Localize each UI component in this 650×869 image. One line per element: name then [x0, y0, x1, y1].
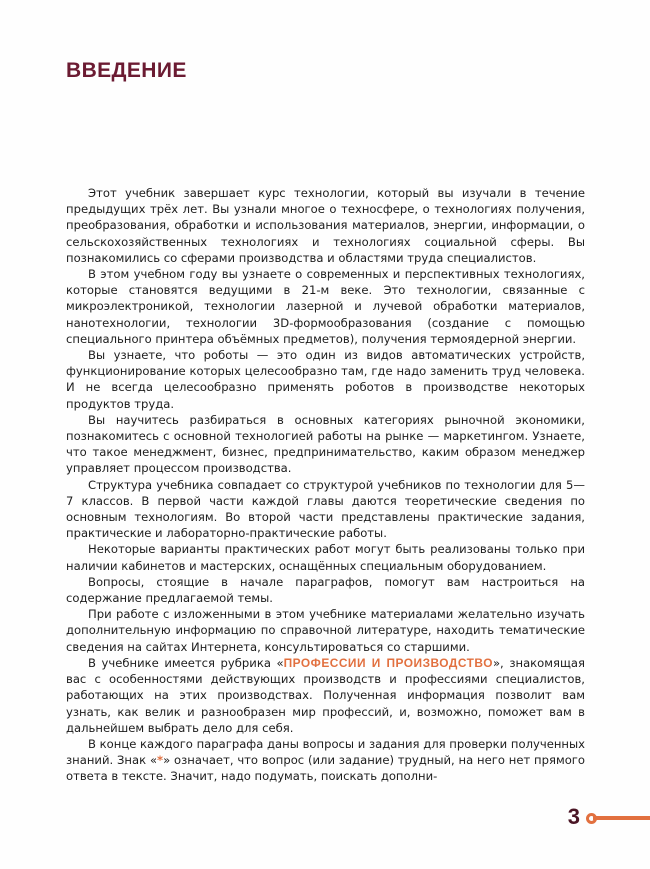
paragraph-star-note: [66, 736, 585, 785]
paragraph-rubric: [66, 655, 585, 736]
star-note-text-after: » означает, что вопрос (или задание) трудный, на него нет прямого ответа в тексте. Значит, надо подумать, поискать дополни-: [66, 753, 585, 784]
body-text-block: [66, 185, 585, 785]
paragraph-5: Структура учебника совпадает со структурой учебников по технологии для 5—7 классов. В первой части каждой главы даются теоретические сведения по основным технологиям. Во второй части представлены практические задания, практические и лабораторно-практические работы.: [66, 477, 585, 541]
paragraph-3: Вы узнаете, что роботы — это один из видов автоматических устройств, функционирование которых целесообразно там, где надо заменить труд человека. И не всегда целесообразно применять роботов в производстве некоторых продуктов труда.: [66, 348, 585, 411]
paragraph-8: При работе с изложенными в этом учебнике материалами желательно изучать дополнительную информацию по справочной литературе, находить тематические сведения на сайтах Интернета, консультироваться со старшими.: [66, 607, 585, 654]
asterisk-icon: *: [157, 753, 164, 768]
star-note-text-before: В конце каждого параграфа даны вопросы и задания для проверки полученных знаний. Знак «: [66, 736, 585, 768]
paragraph-6: Некоторые варианты практических работ могут быть реализованы только при наличии кабинетов и мастерских, оснащённых специальным оборудованием.: [66, 542, 585, 573]
paragraph-4: Вы научитесь разбираться в основных категориях рыночной экономики, познакомитесь с основной технологией работы на рынке — маркетингом. Узнаете, что такое менеджмент, бизнес, предпринимательство, каким образом менеджер управляет процессом производства.: [66, 412, 585, 476]
page-footer-marker: [0, 806, 650, 840]
rubric-text-after: », знакомящая вас с особенностями действующих производств и профессиями специалистов, работающих на этих производствах. Полученная информация позволит вам узнать, как велик и разнообразен мир профессий, и, возможно, поможет вам в дальнейшем выбрать дело для себя.: [66, 655, 585, 735]
rubric-text-before: В учебнике имеется рубрика «: [88, 655, 284, 670]
marker-rule-icon: [593, 816, 650, 820]
paragraph-7: Вопросы, стоящие в начале параграфов, помогут вам настроиться на содержание предлагаемой темы.: [66, 574, 585, 606]
rubric-name-professions-and-production: ПРОФЕССИИ И ПРОИЗВОДСТВО: [283, 655, 493, 670]
page-number: 3: [567, 804, 580, 829]
paragraph-2: В этом учебном году вы узнаете о современных и перспективных технологиях, которые становятся ведущими в 21-м веке. Это технологии, связанные с микроэлектроникой, технологии лазерной и лучевой обработки материалов, нанотехнологии, технологии 3D-формообразования (создание с помощью специального принтера объёмных предметов), получения термоядерной энергии.: [66, 267, 585, 346]
paragraph-1: Этот учебник завершает курс технологии, который вы изучали в течение предыдущих трёх лет. Вы узнали многое о техносфере, о технологиях получения, преобразования, обработки и использования материалов, энергии, информации, о сельскохозяйственных технологиях и технологиях социальной сферы. Вы познакомились со сферами производства и областями труда специалистов.: [66, 186, 585, 265]
page-title: ВВЕДЕНИЕ: [66, 59, 187, 82]
